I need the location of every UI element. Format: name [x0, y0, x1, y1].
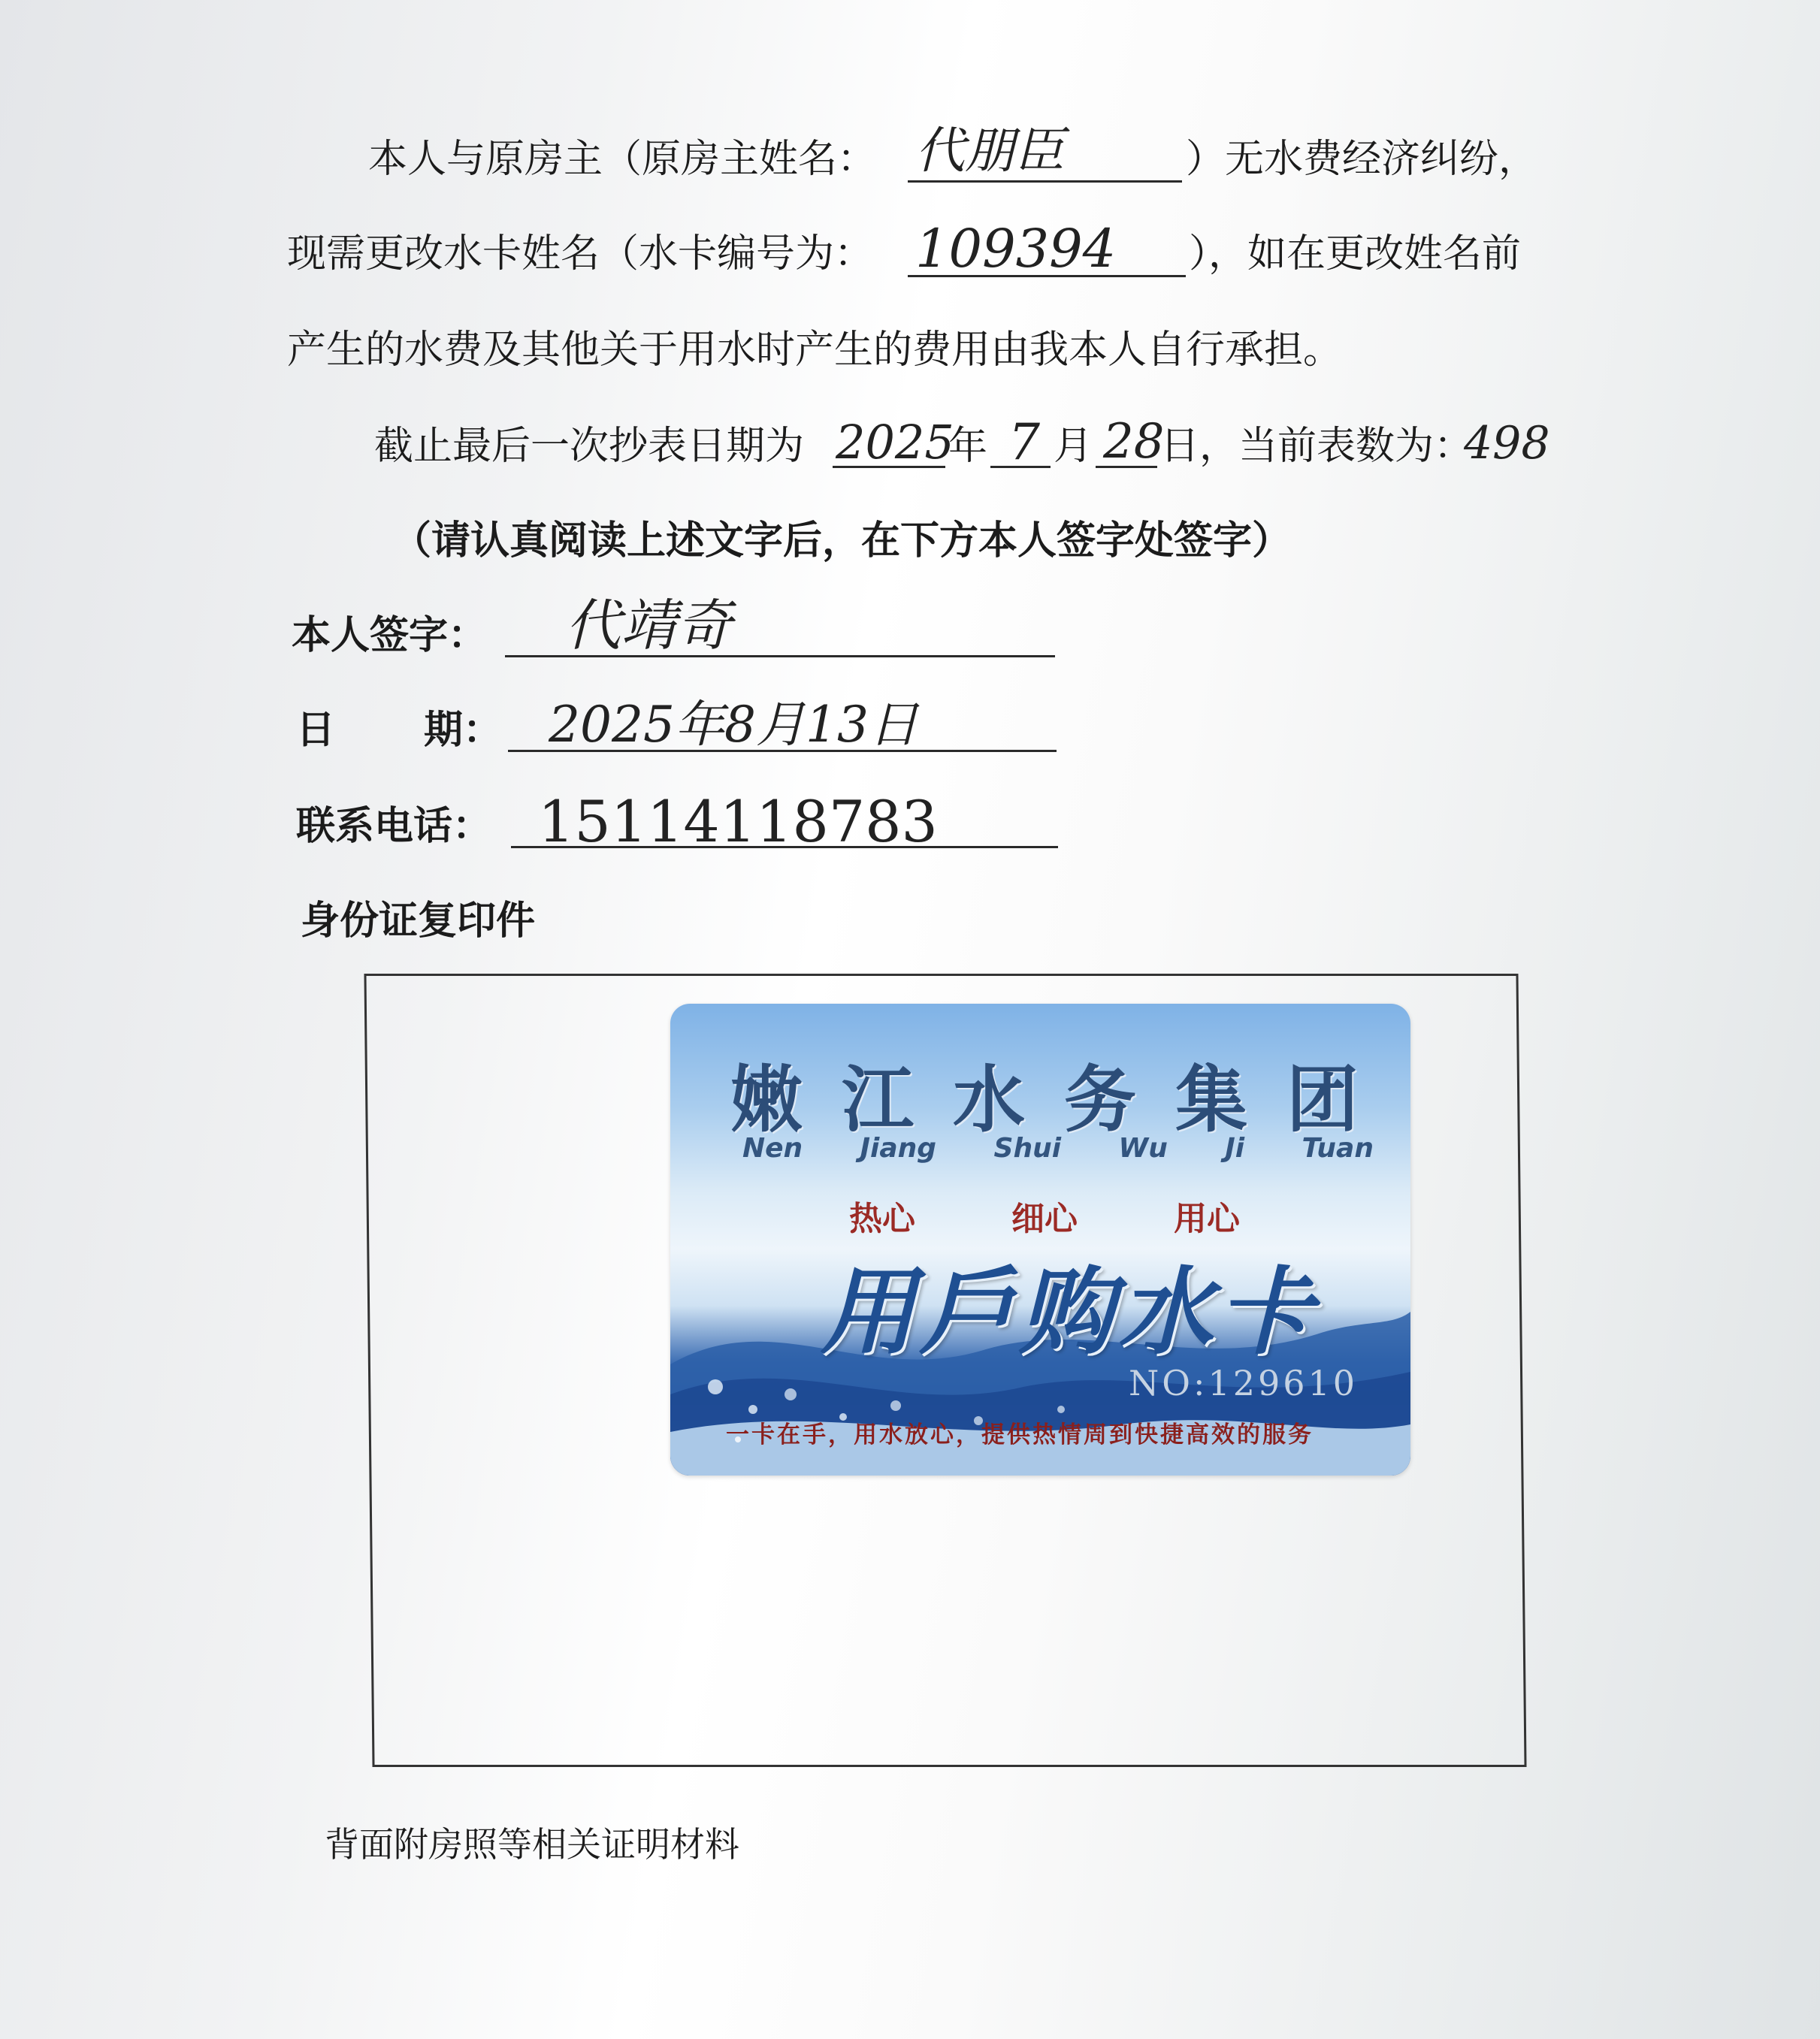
original-owner-name: 代朋臣	[915, 122, 1064, 180]
signature-value: 代靖奇	[565, 594, 732, 658]
date-label-first: 日	[296, 708, 336, 753]
date-label-second: 期：	[424, 708, 503, 753]
card-title-char: 水	[953, 1057, 1028, 1142]
card-pinyin-word: Jiang	[860, 1133, 937, 1164]
phone-underline	[511, 846, 1058, 848]
date-underline	[508, 750, 1057, 752]
signing-instruction: （请认真阅读上述文字后，在下方本人签字处签字）	[392, 518, 1292, 563]
statement-line3: 产生的水费及其他关于用水时产生的费用由我本人自行承担。	[287, 328, 1343, 373]
card-title-char: 务	[1064, 1057, 1139, 1142]
id-copy-label: 身份证复印件	[301, 899, 536, 944]
signature-label: 本人签字：	[292, 613, 488, 658]
reading-day: 28	[1103, 414, 1165, 470]
card-pinyin-word: Shui	[993, 1133, 1062, 1164]
card-company-title	[730, 1043, 1362, 1146]
statement-line4-prefix: 截止最后一次抄表日期为	[374, 424, 805, 469]
card-slogan	[849, 1192, 1240, 1240]
year-char: 年	[948, 424, 988, 469]
signature-underline	[505, 655, 1055, 657]
statement-line2-suffix: ），如在更改姓名前	[1189, 231, 1522, 276]
card-pinyin-word: Tuan	[1302, 1133, 1374, 1164]
statement-line2-prefix: 现需更改水卡姓名（水卡编号为：	[287, 231, 874, 276]
card-serial-number: NO:129610	[1129, 1363, 1359, 1403]
statement-line1-suffix: ）无水费经济纠纷，	[1186, 137, 1538, 182]
meter-reading: 498	[1464, 417, 1550, 470]
card-service-motto: 一卡在手，用水放心，提供热情周到快捷高效的服务	[726, 1421, 1314, 1448]
footer-note: 背面附房照等相关证明材料	[325, 1824, 739, 1865]
card-slogan-word: 用心	[1174, 1200, 1240, 1238]
card-pinyin-word: Nen	[742, 1133, 803, 1164]
card-slogan-word: 热心	[849, 1200, 915, 1238]
year-underline	[833, 466, 945, 468]
card-title-char: 团	[1286, 1057, 1362, 1142]
month-char: 月	[1054, 424, 1093, 469]
card-pinyin-word: Wu	[1118, 1133, 1168, 1164]
day-char: 日，当前表数为：	[1160, 424, 1474, 469]
phone-label: 联系电话：	[296, 804, 492, 849]
phone-value: 15114118783	[538, 788, 938, 855]
date-value: 2025年8月13日	[549, 696, 918, 754]
card-title-char: 嫩	[730, 1057, 806, 1142]
reading-month: 7	[1008, 413, 1040, 471]
card-title-char: 集	[1175, 1057, 1250, 1142]
card-title-char: 江	[842, 1057, 917, 1142]
day-underline	[1096, 466, 1157, 468]
card-number-handwritten: 109394	[915, 218, 1117, 279]
card-number-underline	[908, 275, 1186, 277]
statement-line1-prefix: 本人与原房主（原房主姓名：	[368, 137, 877, 182]
card-company-pinyin	[742, 1133, 1374, 1164]
card-pinyin-word: Ji	[1225, 1133, 1245, 1164]
card-type-name: 用戶购水卡	[821, 1257, 1317, 1367]
reading-year: 2025	[836, 415, 954, 470]
month-underline	[990, 466, 1051, 468]
card-slogan-word: 细心	[1011, 1200, 1078, 1238]
water-purchase-card	[670, 1004, 1410, 1476]
original-owner-underline	[908, 180, 1182, 183]
